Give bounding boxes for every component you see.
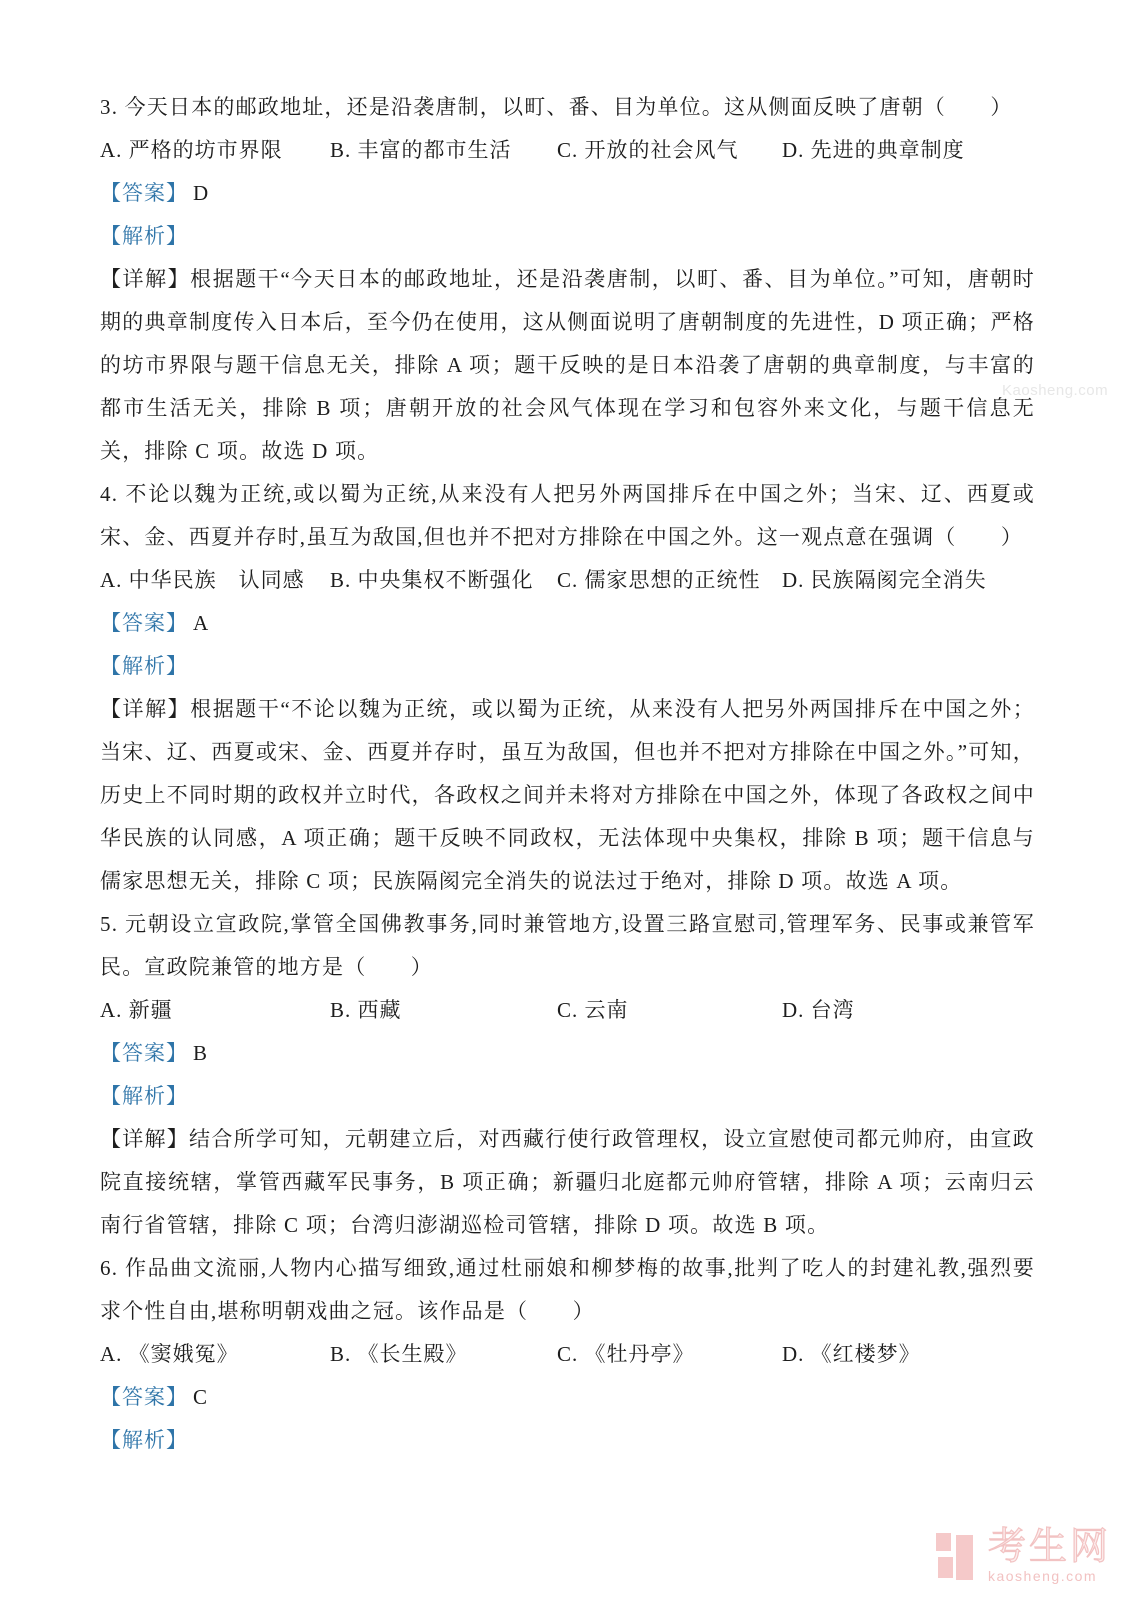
question-4-answer-value: A: [193, 611, 210, 635]
question-5-answer-value: B: [193, 1041, 209, 1065]
question-3-option-b: B. 丰富的都市生活: [330, 138, 512, 162]
question-5-answer-line: [100, 1032, 1035, 1075]
question-6-options: [100, 1333, 1035, 1376]
question-4-option-b: B. 中央集权不断强化: [330, 568, 534, 592]
question-6-option-c: C. 《牡丹亭》: [557, 1342, 695, 1366]
question-5-option-b: B. 西藏: [330, 998, 402, 1022]
question-3-answer-line: [100, 172, 1035, 215]
question-4-answer-line: [100, 602, 1035, 645]
question-5-detail: 【详解】结合所学可知，元朝建立后，对西藏行使行政管理权，设立宣慰使司都元帅府，由宣政院直接统辖，掌管西藏军民事务，B 项正确；新疆归北庭都元帅府管辖，排除 A 项；云南归云南行省管辖，排除 C 项；台湾归澎湖巡检司管辖，排除 D 项。故选 B 项。: [100, 1127, 1035, 1237]
question-5: [100, 903, 1035, 1247]
question-4-option-a: A. 中华民族 认同感: [100, 568, 305, 592]
question-3-option-d: D. 先进的典章制度: [782, 138, 965, 162]
question-4-text: 4. 不论以魏为正统,或以蜀为正统,从来没有人把另外两国排斥在中国之外；当宋、辽、西夏或宋、金、西夏并存时,虽互为敌国,但也并不把对方排除在中国之外。这一观点意在强调（ ）: [100, 482, 1035, 549]
question-6-analysis-line: [100, 1419, 1035, 1462]
question-3-answer-value: D: [193, 181, 210, 205]
question-4-options: [100, 559, 1035, 602]
question-3-option-a: A. 严格的坊市界限: [100, 138, 283, 162]
question-5-options: [100, 989, 1035, 1032]
question-3-option-c: C. 开放的社会风气: [557, 138, 739, 162]
question-4-analysis-line: [100, 645, 1035, 688]
answer-label: 【答案】: [100, 1041, 188, 1065]
question-3: [100, 86, 1035, 473]
question-3-detail: 【详解】根据题干“今天日本的邮政地址，还是沿袭唐制，以町、番、目为单位。”可知，唐朝时期的典章制度传入日本后，至今仍在使用，这从侧面说明了唐朝制度的先进性，D 项正确；严格的坊市界限与题干信息无关，排除 A 项；题干反映的是日本沿袭了唐朝的典章制度，与丰富的都市生活无关，排除 B 项；唐朝开放的社会风气体现在学习和包容外来文化，与题干信息无关，排除 C 项。故选 D 项。: [100, 267, 1035, 463]
question-6: [100, 1247, 1035, 1462]
question-4-detail: 【详解】根据题干“不论以魏为正统，或以蜀为正统，从来没有人把另外两国排斥在中国之外；当宋、辽、西夏或宋、金、西夏并存时，虽互为敌国，但也并不把对方排除在中国之外。”可知，历史上不同时期的政权并立时代，各政权之间并未将对方排除在中国之外，体现了各政权之间中华民族的认同感，A 项正确；题干反映不同政权，无法体现中央集权，排除 B 项；题干信息与儒家思想无关，排除 C 项；民族隔阂完全消失的说法过于绝对，排除 D 项。故选 A 项。: [100, 697, 1035, 893]
question-5-option-a: A. 新疆: [100, 998, 173, 1022]
kaosheng-logo-icon: [936, 1532, 976, 1580]
analysis-label: 【解析】: [100, 1428, 188, 1452]
question-4: [100, 473, 1035, 903]
analysis-label: 【解析】: [100, 224, 188, 248]
answer-label: 【答案】: [100, 1385, 188, 1409]
question-3-text: 3. 今天日本的邮政地址，还是沿袭唐制，以町、番、目为单位。这从侧面反映了唐朝（ ）: [100, 95, 1013, 119]
brand-domain: kaosheng.com: [987, 1568, 1098, 1584]
question-5-text: 5. 元朝设立宣政院,掌管全国佛教事务,同时兼管地方,设置三路宣慰司,管理军务、民事或兼管军民。宣政院兼管的地方是（ ）: [100, 912, 1035, 979]
brand-text: [988, 1528, 1111, 1584]
question-3-analysis-line: [100, 215, 1035, 258]
answer-label: 【答案】: [100, 181, 188, 205]
question-5-option-c: C. 云南: [557, 998, 629, 1022]
kaosheng-brand-watermark: [936, 1528, 1111, 1584]
question-6-option-d: D. 《红楼梦》: [782, 1342, 921, 1366]
question-6-answer-value: C: [193, 1385, 209, 1409]
question-4-option-c: C. 儒家思想的正统性: [557, 568, 761, 592]
question-6-option-b: B. 《长生殿》: [330, 1342, 468, 1366]
question-6-answer-line: [100, 1376, 1035, 1419]
brand-name-chinese: 考生网: [987, 1526, 1111, 1568]
answer-label: 【答案】: [100, 611, 188, 635]
analysis-label: 【解析】: [100, 654, 188, 678]
question-5-analysis-line: [100, 1075, 1035, 1118]
question-3-options: [100, 129, 1035, 172]
question-6-text: 6. 作品曲文流丽,人物内心描写细致,通过杜丽娘和柳梦梅的故事,批判了吃人的封建礼教,强烈要求个性自由,堪称明朝戏曲之冠。该作品是（ ）: [100, 1256, 1035, 1323]
inline-watermark-text: Kaosheng.com: [1002, 382, 1109, 399]
question-6-option-a: A. 《窦娥冤》: [100, 1342, 239, 1366]
question-5-option-d: D. 台湾: [782, 998, 855, 1022]
analysis-label: 【解析】: [100, 1084, 188, 1108]
question-4-option-d: D. 民族隔阂完全消失: [782, 568, 987, 592]
